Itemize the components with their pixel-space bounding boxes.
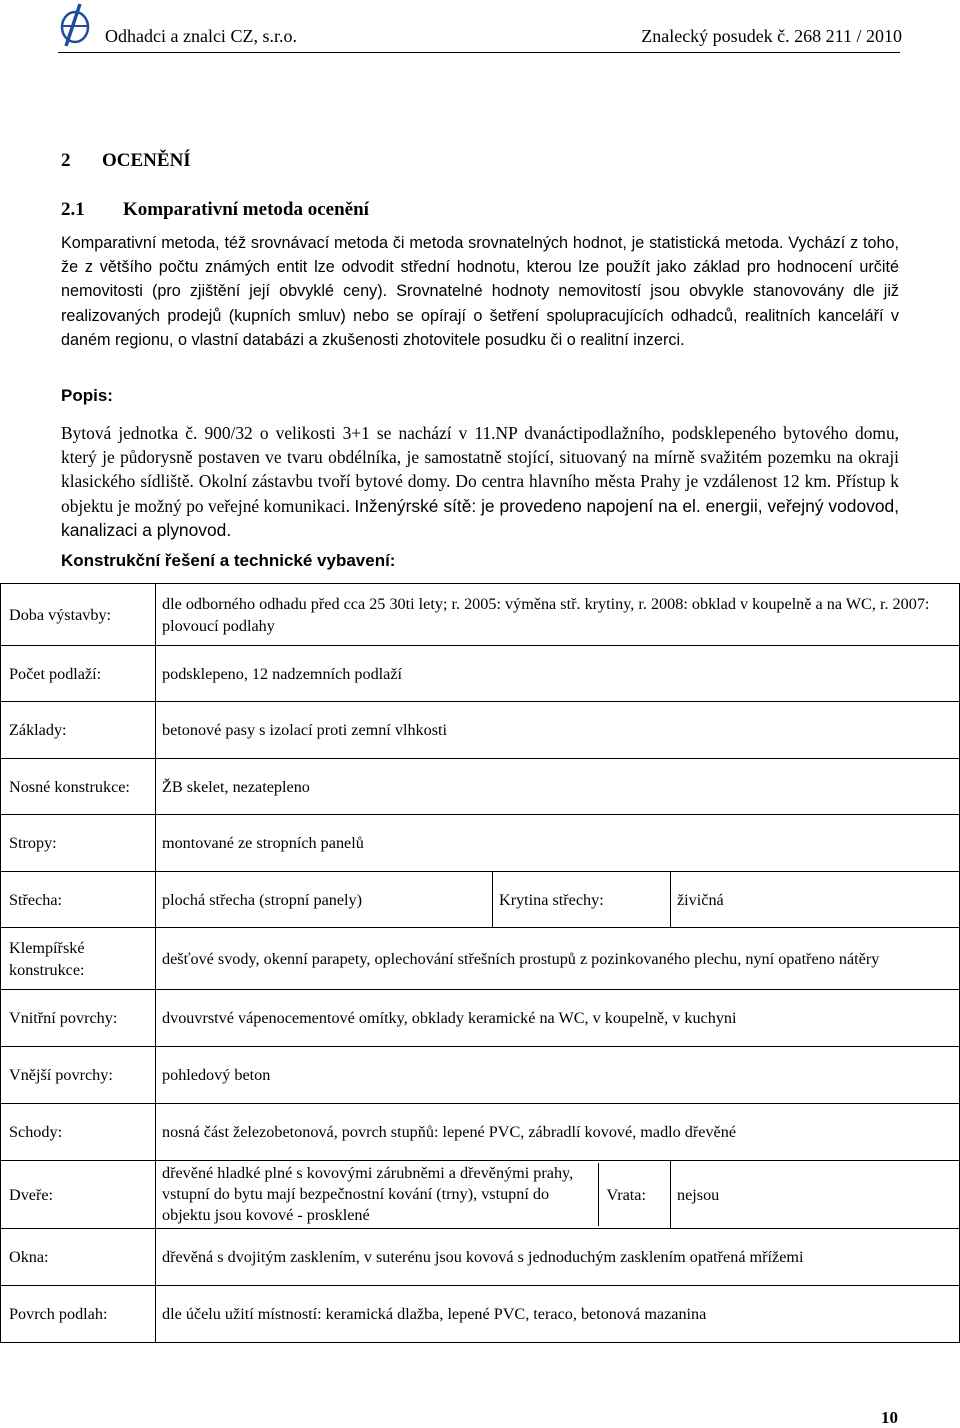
spec-label: Vnější povrchy: bbox=[1, 1047, 156, 1104]
subsection-title: Komparativní metoda ocenění bbox=[123, 199, 369, 220]
spec-label: Schody: bbox=[1, 1104, 156, 1161]
table-row bbox=[1, 1104, 960, 1161]
spec-label: Nosné konstrukce: bbox=[1, 759, 156, 815]
spec-value: ŽB skelet, nezatepleno bbox=[156, 759, 960, 815]
spec-label: Povrch podlah: bbox=[1, 1286, 156, 1343]
subsection-heading bbox=[61, 199, 369, 221]
spec-value: dešťové svody, okenní parapety, oplechování střešních prostupů z pozinkovaného plechu, nyní opatřeno nátěry bbox=[156, 928, 960, 990]
table-row bbox=[1, 990, 960, 1047]
table-row bbox=[1, 646, 960, 702]
spec-label: Základy: bbox=[1, 702, 156, 759]
spec-value: podsklepeno, 12 nadzemních podlaží bbox=[156, 646, 960, 702]
section-heading bbox=[61, 150, 191, 172]
table-row bbox=[1, 584, 960, 646]
spec-value: dřevěná s dvojitým zasklením, v suterénu jsou kovová s jednoduchým zasklením opatřená mřížemi bbox=[156, 1229, 960, 1286]
spec-value: dle odborného odhadu před cca 25 30ti lety; r. 2005: výměna stř. krytiny, r. 2008: obklad v koupelně a na WC, r. 2007: plovoucí podlahy bbox=[156, 584, 960, 646]
table-row bbox=[1, 1047, 960, 1104]
spec-value: nosná část železobetonová, povrch stupňů: lepené PVC, zábradlí kovové, madlo dřevěné bbox=[156, 1104, 960, 1161]
spec-value: montované ze stropních panelů bbox=[156, 815, 960, 872]
intro-text-1: Komparativní metoda, též srovnávací metoda či metoda srovnatelných hodnot, je statistická metoda. Vychází z toho, že z většího počtu známých entit lze odvodit střední hodnotu, kterou lze použít jako základ pro hodnocení určité nemovitosti (pro zjištění její obvyklé ceny). bbox=[61, 234, 899, 301]
popis-heading: Popis: bbox=[61, 386, 113, 405]
spec-label: Doba výstavby: bbox=[1, 584, 156, 646]
table-row bbox=[1, 1286, 960, 1343]
spec-label: Krytina střechy: bbox=[493, 872, 671, 928]
section-title: OCENĚNÍ bbox=[102, 150, 191, 171]
spec-label: Dveře: bbox=[1, 1161, 156, 1229]
table-row bbox=[1, 1161, 960, 1229]
spec-label: Klempířské konstrukce: bbox=[1, 928, 156, 990]
description-text-1: Bytová jednotka č. 900/32 o velikosti 3+1 se nachází v 11.NP dvanáctipodlažního, podsklepeného bytového domu, který je půdorysně postaven ve tvaru obdélníka, je samostatně stojící, situovaný na mírně svažitém pozemku na okraji klasického sídliště. Okolní zástavbu tvoří bytové domy. Do centra hlavního města Prahy je vzdálenost 12 km. Přístup k objektu je možný po veřejné komunikaci. bbox=[61, 423, 899, 516]
table-row bbox=[1, 759, 960, 815]
spec-label: Střecha: bbox=[1, 872, 156, 928]
table-row bbox=[1, 1229, 960, 1286]
table-row bbox=[1, 872, 960, 928]
spec-label: Okna: bbox=[1, 1229, 156, 1286]
page-header bbox=[0, 0, 960, 60]
spec-value: pohledový beton bbox=[156, 1047, 960, 1104]
dvere-value: dřevěné hladké plné s kovovými zárubněmi a dřevěnými prahy, vstupní do bytu mají bezpečnostní kování (trny), vstupní do objektu jsou kovové - prosklené bbox=[162, 1163, 598, 1226]
spec-value: plochá střecha (stropní panely) bbox=[156, 872, 493, 928]
intro-text-2: Srovnatelné hodnoty nemovitostí jsou obvykle stanovovány dle již realizovaných prodejů (kupních smluv) nebo se opírají o šetření spolupracujících odhadců, realitních kanceláří v daném regionu, o vlastní databázi a zkušenosti zhotovitele posudku či o realitní inzerci. bbox=[61, 282, 900, 349]
vrata-value: nejsou bbox=[671, 1161, 960, 1229]
vrata-label: Vrata: bbox=[606, 1185, 646, 1204]
spec-value bbox=[156, 1161, 671, 1229]
spec-label: Vnitřní povrchy: bbox=[1, 990, 156, 1047]
table-row bbox=[1, 702, 960, 759]
spec-label: Počet podlaží: bbox=[1, 646, 156, 702]
spec-value: dle účelu užití místností: keramická dlažba, lepené PVC, teraco, betonová mazanina bbox=[156, 1286, 960, 1343]
construction-heading: Konstrukční řešení a technické vybavení: bbox=[61, 551, 396, 570]
construction-spec-table bbox=[0, 583, 960, 1343]
table-row bbox=[1, 928, 960, 990]
section-number: 2 bbox=[61, 150, 71, 171]
table-row bbox=[1, 815, 960, 872]
company-logo-icon bbox=[58, 2, 92, 48]
header-report-number: Znalecký posudek č. 268 211 / 2010 bbox=[641, 26, 902, 46]
dvere-inner-table bbox=[162, 1163, 677, 1226]
subsection-number: 2.1 bbox=[61, 199, 85, 220]
spec-value: živičná bbox=[671, 872, 960, 928]
page-number: 10 bbox=[881, 1408, 898, 1427]
description-paragraph bbox=[61, 421, 899, 542]
description-text-2: Inženýrské sítě: je provedeno napojení na el. energii, veřejný vodovod, kanalizaci a plynovod. bbox=[61, 495, 899, 540]
header-divider bbox=[58, 52, 900, 53]
header-company: Odhadci a znalci CZ, s.r.o. bbox=[105, 26, 297, 46]
spec-value: dvouvrstvé vápenocementové omítky, obklady keramické na WC, v koupelně, v kuchyni bbox=[156, 990, 960, 1047]
spec-label: Stropy: bbox=[1, 815, 156, 872]
intro-paragraph bbox=[61, 231, 899, 352]
spec-value: betonové pasy s izolací proti zemní vlhkosti bbox=[156, 702, 960, 759]
